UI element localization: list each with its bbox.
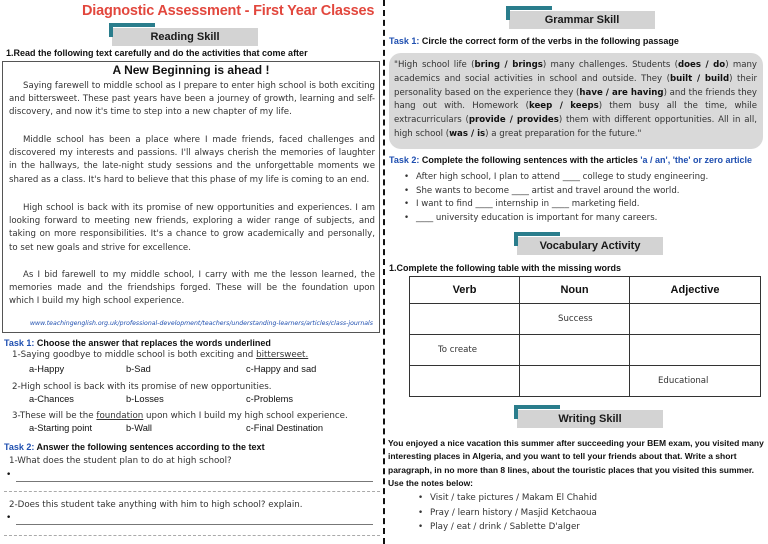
task-label: Circle the correct form of the verbs in the following passage <box>419 36 679 46</box>
accent-bar <box>514 232 560 236</box>
task-label: Answer the following sentences according to the text <box>34 442 265 452</box>
vocabulary-heading <box>517 237 663 255</box>
task1-left-label <box>4 338 271 348</box>
option-a[interactable]: a-Happy <box>29 364 65 374</box>
reading-paragraph: Saying farewell to middle school as I prepare to enter high school is both exciting and bittersweet. These past years have been a journey of growth, learning and self-discovery, and now it's time to step into a new chapter of my life. <box>9 81 375 118</box>
page-divider <box>383 0 385 544</box>
question-1 <box>12 350 308 360</box>
list-item: • I want to find ____ internship in ____ marketing field. <box>404 198 708 212</box>
page-title: Diagnostic Assessment - First Year Classes <box>82 3 375 19</box>
column-header: Adjective <box>630 277 761 304</box>
answer-line[interactable] <box>16 515 373 525</box>
question-3 <box>12 411 348 421</box>
answer-bullet: • <box>6 513 12 523</box>
option-b[interactable]: b-Losses <box>126 394 164 404</box>
answer-line[interactable] <box>4 535 380 536</box>
article-sentences <box>404 171 708 225</box>
answer-line[interactable] <box>16 472 373 482</box>
table-cell[interactable]: To create <box>410 335 520 366</box>
passage-text: "High school life ( <box>394 60 475 70</box>
verb-choice[interactable]: was / is <box>449 128 486 139</box>
verb-choice[interactable]: bring / brings <box>474 60 543 70</box>
accent-bar <box>514 232 518 246</box>
passage-text: ) them with different opportunities. All in all, high school ( <box>394 115 757 139</box>
source-link[interactable]: www.teachingenglish.org.uk/professional-development/teachers/understanding-learners/articles/class-journals <box>29 320 373 327</box>
vocabulary-label: Vocabulary Activity <box>539 240 641 252</box>
task-label: Complete the following sentences with the articles <box>419 155 641 165</box>
question-1: 1-What does the student plan to do at high school? <box>9 456 232 466</box>
table-cell[interactable] <box>410 304 520 335</box>
task-tag: Task 2: <box>4 442 35 452</box>
accent-bar <box>506 6 552 10</box>
vocabulary-table <box>409 276 761 397</box>
task-tag: Task 1: <box>4 338 35 348</box>
articles-hint: 'a / an', 'the' or zero article <box>640 155 753 165</box>
option-b[interactable]: b-Wall <box>126 423 152 433</box>
writing-notes <box>418 491 597 535</box>
grammar-skill-label: Grammar Skill <box>544 14 620 26</box>
table-cell[interactable] <box>520 366 630 397</box>
table-row <box>410 366 761 397</box>
table-cell[interactable] <box>630 304 761 335</box>
table-cell[interactable] <box>410 366 520 397</box>
column-header: Verb <box>410 277 520 304</box>
reading-paragraph: Middle school has been a place where I made friends, faced challenges and discovered my interests and passions. I'll always cherish the memories of laughter in the hallways, the late-night study sessions and the unforgettable moments we shared as a class. It's hard to believe that this phase of my life is coming to an end. <box>9 135 375 185</box>
passage-text: ) and the friends they hang out with. Homework ( <box>394 87 758 112</box>
table-row <box>410 304 761 335</box>
list-item: • After high school, I plan to attend ____ college to study engineering. <box>404 171 708 185</box>
verb-choice[interactable]: keep / keeps <box>528 101 599 112</box>
passage-text: ) many challenges. Students ( <box>542 60 678 70</box>
list-item: • She wants to become ____ artist and travel around the world. <box>404 185 708 199</box>
passage-text: ) many academics and social activities in school and outside. They ( <box>394 60 757 84</box>
task-label: Choose the answer that replaces the words underlined <box>34 338 271 348</box>
grammar-task1-label <box>389 36 679 46</box>
reading-instruction: 1.Read the following text carefully and do the activities that come after <box>6 48 308 58</box>
option-c[interactable]: c-Happy and sad <box>246 364 317 374</box>
writing-heading <box>517 410 663 428</box>
writing-label: Writing Skill <box>558 413 622 425</box>
answer-bullet: • <box>6 470 12 480</box>
table-header-row <box>410 277 761 304</box>
passage-text: ) their personality based on the experience they ( <box>394 73 757 98</box>
reading-text-box <box>2 61 380 333</box>
reading-skill-label: Reading Skill <box>150 31 220 43</box>
table-cell[interactable] <box>520 335 630 366</box>
answer-line[interactable] <box>4 491 380 492</box>
option-b[interactable]: b-Sad <box>126 364 151 374</box>
reading-paragraph: As I bid farewell to my middle school, I carry with me the lesson learned, the memories made and the friendships forged. These will be the foundation upon which I build my high school experience. <box>9 270 375 307</box>
verb-choice[interactable]: built / build <box>669 73 730 84</box>
reading-skill-heading <box>112 28 258 46</box>
list-item: • ____ university education is important for many careers. <box>404 212 708 226</box>
option-a[interactable]: a-Chances <box>29 394 74 404</box>
question-text: 1-Saying goodbye to middle school is both exciting and <box>12 350 257 360</box>
vocabulary-instruction: 1.Complete the following table with the missing words <box>389 263 622 273</box>
underlined-word: foundation <box>96 411 144 421</box>
question-text: 3-These will be the <box>12 411 97 421</box>
option-c[interactable]: c-Final Destination <box>246 423 323 433</box>
option-a[interactable]: a-Starting point <box>29 423 93 433</box>
accent-bar <box>109 23 113 37</box>
reading-text-title: A New Beginning is ahead ! <box>112 63 270 77</box>
task2-left-label <box>4 442 265 452</box>
reading-paragraph: High school is back with its promise of new opportunities and experiences. I am looking forward to meeting new friends, exploring a wider range of subjects, and taking on more responsibilities. It's a chance to grow academically and personally, to set new goals and strive for excellence. <box>9 203 375 253</box>
table-cell[interactable] <box>630 335 761 366</box>
table-cell[interactable]: Success <box>520 304 630 335</box>
task-tag: Task 1: <box>389 36 420 46</box>
passage-text: ) them busy all the time, while extracurriculars ( <box>394 101 758 126</box>
list-item: • Visit / take pictures / Makam El Chahid <box>418 491 597 506</box>
list-item: • Play / eat / drink / Sablette D'alger <box>418 520 597 535</box>
writing-prompt: You enjoyed a nice vacation this summer after succeeding your BEM exam, you visited many interesting places in Algeria, and you want to tell your friends about that. Write a short paragraph, in no more than 8 lines, about the touristic places that you visited this summer. Use the notes below: <box>388 438 764 489</box>
grammar-skill-heading <box>509 11 655 29</box>
list-item: • Pray / learn history / Masjid Ketchaoua <box>418 506 597 521</box>
question-text: upon which I build my high school experience. <box>143 411 348 421</box>
passage-text: ) a great preparation for the future." <box>485 128 642 139</box>
column-header: Noun <box>520 277 630 304</box>
accent-bar <box>506 6 510 20</box>
accent-bar <box>514 405 518 419</box>
accent-bar <box>514 405 560 409</box>
grammar-task2-label <box>389 155 752 165</box>
task-tag: Task 2: <box>389 155 420 165</box>
underlined-word: bittersweet. <box>256 350 309 360</box>
accent-bar <box>109 23 155 27</box>
table-row <box>410 335 761 366</box>
verb-choice[interactable]: does / do <box>678 60 726 70</box>
option-c[interactable]: c-Problems <box>246 394 294 404</box>
question-2: 2-Does this student take anything with him to high school? explain. <box>9 500 303 510</box>
grammar-passage <box>389 53 763 149</box>
verb-choice[interactable]: provide / provides <box>468 115 559 126</box>
question-2: 2-High school is back with its promise of new opportunities. <box>12 382 272 392</box>
table-cell[interactable]: Educational <box>630 366 761 397</box>
verb-choice[interactable]: have / are having <box>579 87 664 98</box>
